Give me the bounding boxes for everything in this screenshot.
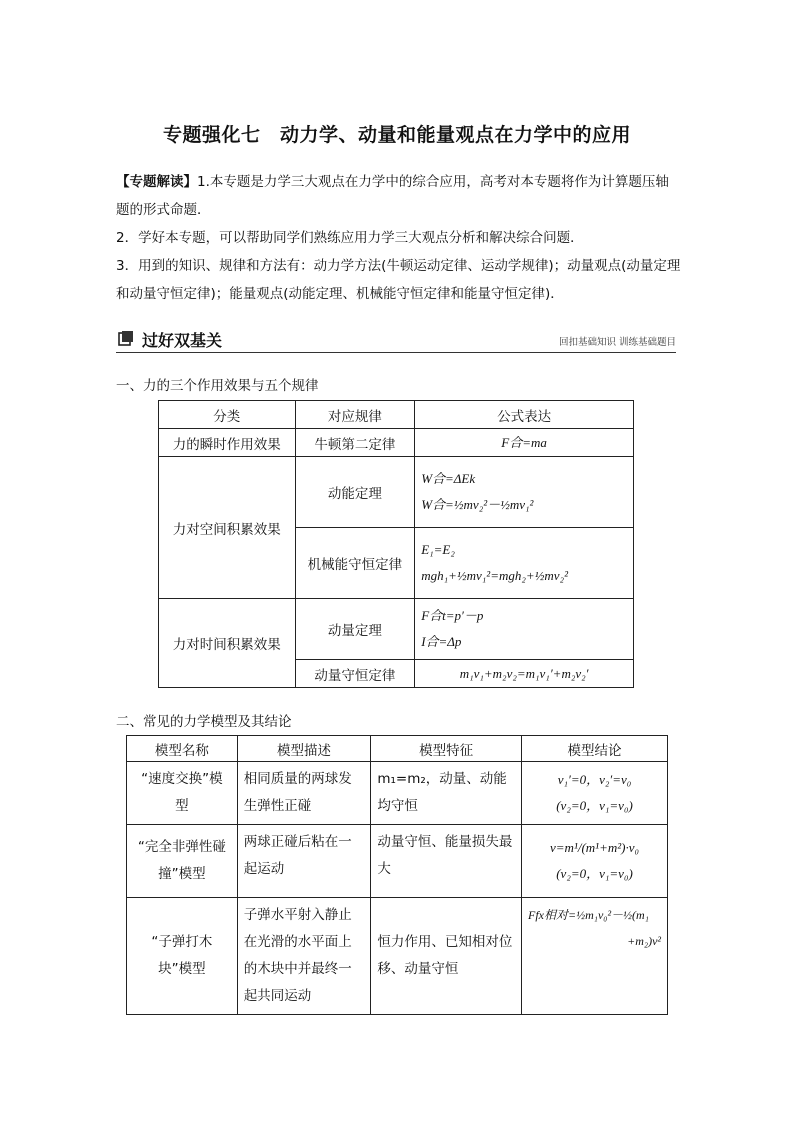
formula-cell: m₁v₁+m₂v₂=m₁v₁′+m₂v₂′ — [415, 660, 634, 688]
model-desc-cell: 两球正碰后粘在一起运动 — [237, 825, 371, 898]
table-header-cell: 模型描述 — [237, 736, 371, 762]
model-desc-cell: 子弹水平射入静止在光滑的水平面上的木块中并最终一起共同运动 — [237, 898, 371, 1015]
heading-2: 二、常见的力学模型及其结论 — [116, 714, 292, 730]
formula-line: mgh₁+½mv₁²=mgh₂+½mv₂² — [421, 568, 568, 583]
law-cell: 动量定理 — [295, 599, 415, 660]
model-feature-cell: 恒力作用、已知相对位移、动量守恒 — [371, 898, 522, 1015]
conclusion-line: v=m¹/(m¹+m²)·v₀ — [550, 840, 639, 855]
section-title: 过好双基关 — [142, 331, 223, 350]
model-name-cell: “完全非弹性碰撞”模型 — [127, 825, 238, 898]
table-header-cell: 模型结论 — [522, 736, 668, 762]
table-row — [159, 457, 634, 528]
table-header-cell: 模型名称 — [127, 736, 238, 762]
model-conclusion-cell — [522, 825, 668, 898]
table-row — [127, 762, 668, 825]
model-feature-cell: 动量守恒、能量损失最大 — [371, 825, 522, 898]
table-header-cell: 公式表达 — [415, 401, 634, 429]
law-cell: 牛顿第二定律 — [295, 429, 415, 457]
section-subtitle: 回扣基础知识 训练基础题目 — [558, 337, 676, 348]
conclusion-line: +m₂)v² — [627, 934, 661, 948]
intro-paragraph-3: 3．用到的知识、规律和方法有：动力学方法(牛顿运动定律、运动学规律)；动量观点(动量定理和动量守恒定律)；能量观点(动能定理、机械能守恒定律和能量守恒定律)． — [116, 258, 681, 302]
model-name-cell: “速度交换”模型 — [127, 762, 238, 825]
formula-line: I合=Δp — [421, 634, 462, 649]
table-header-row — [159, 401, 634, 429]
formula-line: W合=½mv₂²－½mv₁² — [421, 497, 534, 512]
table-row — [127, 898, 668, 1015]
category-cell: 力对时间积累效果 — [159, 599, 296, 688]
model-feature-cell: m₁=m₂，动量、动能均守恒 — [371, 762, 522, 825]
formula-cell — [415, 457, 634, 528]
model-conclusion-cell — [522, 762, 668, 825]
formula-cell: F合=ma — [415, 429, 634, 457]
document-stack-icon — [118, 330, 134, 346]
conclusion-line: (v₂=0，v₁=v₀) — [556, 866, 633, 881]
formula-line: F合t=p′－p — [421, 608, 484, 623]
category-cell: 力对空间积累效果 — [159, 457, 296, 599]
intro-tag: 【专题解读】 — [116, 174, 197, 190]
heading-1: 一、力的三个作用效果与五个规律 — [116, 378, 319, 394]
table-header-row — [127, 736, 668, 762]
formula-line: W合=ΔEk — [421, 471, 476, 486]
model-name-cell: “子弹打木块”模型 — [127, 898, 238, 1015]
section-header — [116, 326, 676, 353]
intro-text-1: 1.本专题是力学三大观点在力学中的综合应用，高考对本专题将作为计算题压轴题的形式命题． — [116, 174, 669, 218]
model-conclusion-cell — [522, 898, 668, 1015]
conclusion-line: v₁′=0，v₂′=v₀ — [557, 772, 632, 787]
law-cell: 机械能守恒定律 — [295, 528, 415, 599]
page-title: 专题强化七 动力学、动量和能量观点在力学中的应用 — [162, 124, 631, 146]
law-cell: 动量守恒定律 — [295, 660, 415, 688]
conclusion-line: (v₂=0，v₁=v₀) — [556, 798, 633, 813]
table-row — [159, 599, 634, 660]
table-row — [159, 429, 634, 457]
intro-paragraph-2: 2．学好本专题，可以帮助同学们熟练应用力学三大观点分析和解决综合问题． — [116, 230, 584, 246]
table-header-cell: 模型特征 — [371, 736, 522, 762]
formula-cell — [415, 599, 634, 660]
intro-paragraph-1 — [116, 168, 682, 224]
table-row — [127, 825, 668, 898]
formula-cell — [415, 528, 634, 599]
model-desc-cell: 相同质量的两球发生弹性正碰 — [237, 762, 371, 825]
formula-line: E₁=E₂ — [421, 542, 455, 557]
law-cell: 动能定理 — [295, 457, 415, 528]
conclusion-line: Ffx相对=½m₁v₀²－½(m₁ — [528, 908, 649, 922]
table-header-cell: 对应规律 — [295, 401, 415, 429]
category-cell: 力的瞬时作用效果 — [159, 429, 296, 457]
table-header-cell: 分类 — [159, 401, 296, 429]
models-table — [126, 735, 668, 1015]
laws-table — [158, 400, 634, 688]
